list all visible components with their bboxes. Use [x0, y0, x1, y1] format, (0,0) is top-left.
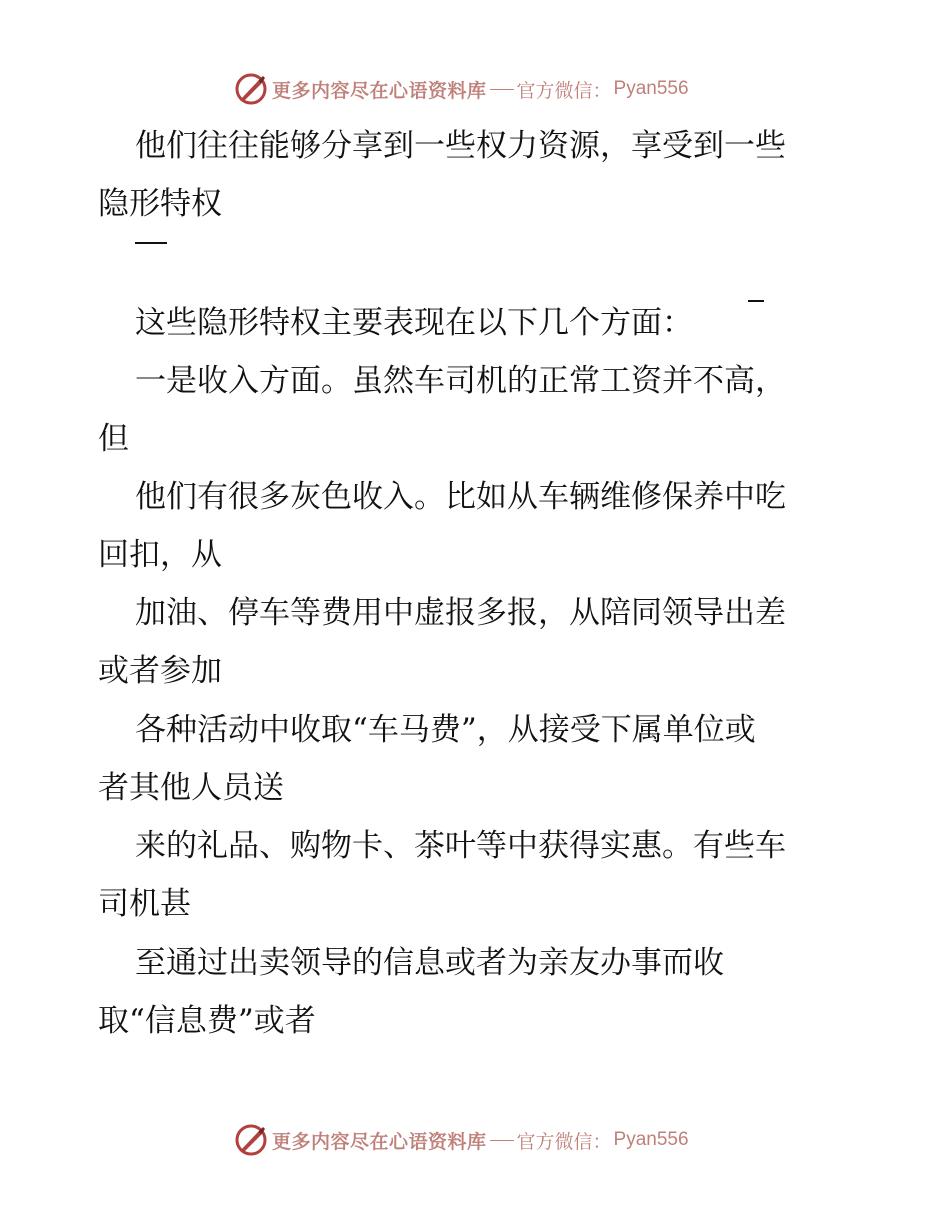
body-line: 来的礼品、购物卡、茶叶等中获得实惠。有些车: [135, 828, 786, 864]
body-line: 司机甚: [98, 886, 191, 922]
banner-contact-label: 官方微信：: [516, 1130, 612, 1153]
dash-mark: [748, 300, 764, 302]
banner-title: 更多内容尽在心语资料库: [272, 1130, 487, 1153]
dash-mark: [135, 242, 167, 244]
body-line: 这些隐形特权主要表现在以下几个方面：: [135, 305, 693, 341]
pen-logo-icon: [234, 72, 268, 106]
banner-contact-id: Pyan556: [613, 1129, 689, 1150]
body-line: 者其他人员送: [98, 770, 284, 806]
body-line: 各种活动中收取“车马费”，从接受下属单位或: [135, 712, 756, 748]
body-line: 取“信息费”或者: [98, 1003, 316, 1039]
body-line: 回扣，从: [98, 537, 222, 573]
header-banner: [234, 72, 689, 106]
body-line: 加油、停车等费用中虚报多报，从陪同领导出差: [135, 595, 786, 631]
pen-logo-icon: [234, 1123, 268, 1157]
body-line: 他们往往能够分享到一些权力资源，享受到一些: [135, 128, 786, 164]
body-line: 至通过出卖领导的信息或者为亲友办事而收: [135, 945, 724, 981]
banner-contact-id: Pyan556: [613, 78, 689, 99]
banner-divider: [490, 1140, 514, 1141]
body-line: 一是收入方面。虽然车司机的正常工资并不高，: [135, 363, 786, 399]
body-line: 或者参加: [98, 653, 222, 689]
banner-title: 更多内容尽在心语资料库: [272, 79, 487, 102]
banner-contact-label: 官方微信：: [516, 79, 612, 102]
footer-banner: [234, 1123, 689, 1157]
banner-divider: [490, 89, 514, 90]
body-line: 隐形特权: [98, 186, 222, 222]
body-line: 但: [98, 421, 129, 457]
body-line: 他们有很多灰色收入。比如从车辆维修保养中吃: [135, 479, 786, 515]
